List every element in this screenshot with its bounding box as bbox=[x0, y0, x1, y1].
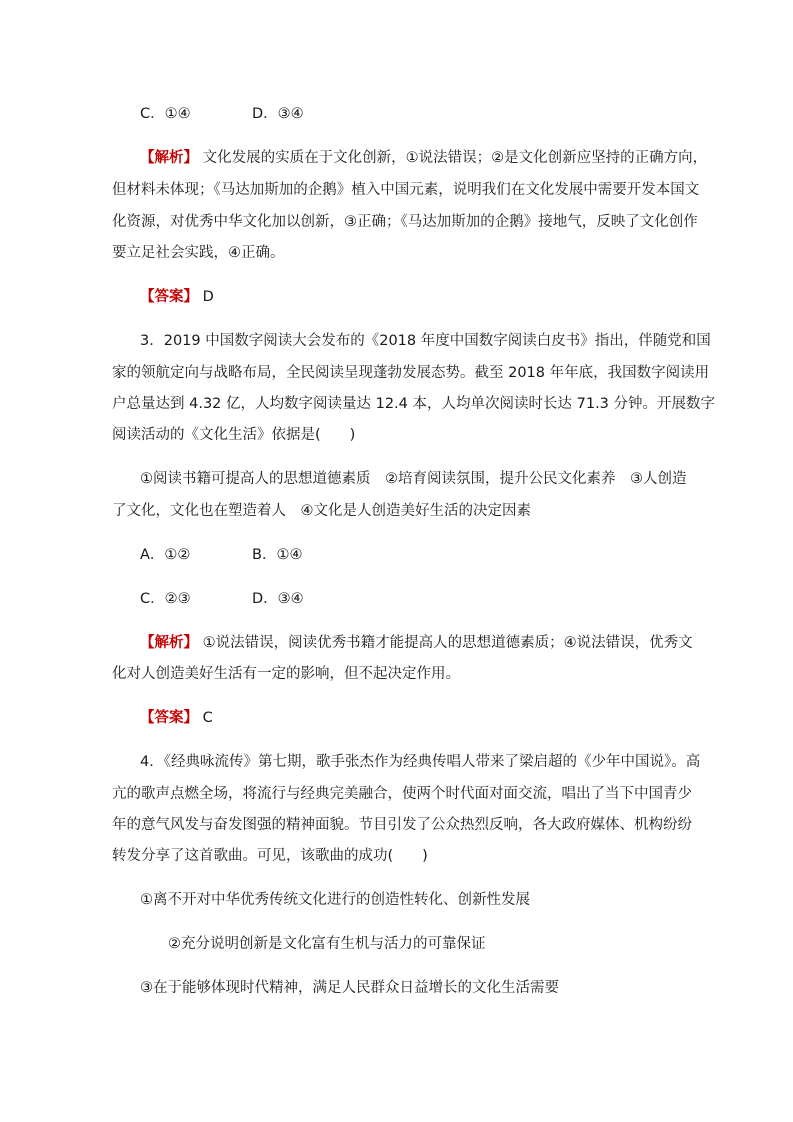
q3-option-a: A．①② bbox=[140, 547, 191, 563]
q3-option-c: C．②③ bbox=[140, 591, 191, 607]
analysis-tag: 【解析】 bbox=[140, 150, 198, 166]
q3-answer-value: C bbox=[202, 710, 213, 726]
q3-statement-line-1: ①阅读书籍可提高人的思想道德素质 ②培育阅读氛围，提升公民文化素养 ③人创造 bbox=[140, 471, 687, 487]
q4-statement-2: ②充分说明创新是文化富有生机与活力的可靠保证 bbox=[168, 936, 486, 952]
q3-answer bbox=[140, 708, 213, 728]
q3-options-ab bbox=[140, 545, 302, 565]
q3-option-d: D．③④ bbox=[252, 591, 304, 607]
q2-analysis-line-4: 要立足社会实践，④正确。 bbox=[112, 245, 285, 261]
q2-answer-value: D bbox=[202, 289, 214, 305]
q3-analysis-line-2: 化对人创造美好生活有一定的影响，但不起决定作用。 bbox=[112, 666, 460, 682]
q3-statement-line-2: 了文化，文化也在塑造着人 ④文化是人创造美好生活的决定因素 bbox=[112, 503, 531, 519]
q4-stem-line-4: 转发分享了这首歌曲。可见，该歌曲的成功( ) bbox=[112, 848, 428, 864]
q3-stem-line-4: 阅读活动的《文化生活》依据是( ) bbox=[112, 427, 356, 443]
q2-analysis-line-1: 【解析】 文化发展的实质在于文化创新，①说法错误；②是文化创新应坚持的正确方向， bbox=[140, 150, 708, 166]
q4-stem-line-1: 4．《经典咏流传》第七期，歌手张杰作为经典传唱人带来了梁启超的《少年中国说》。高 bbox=[140, 754, 701, 770]
q3-stem-line-3: 户总量达到 4.32 亿，人均数字阅读量达 12.4 本，人均单次阅读时长达 71.3 分钟。开展数字 bbox=[112, 396, 716, 412]
q2-analysis-line-3: 化资源，对优秀中华文化加以创新，③正确；《马达加斯加的企鹅》接地气，反映了文化创作 bbox=[112, 214, 698, 230]
q3-stem-line-2: 家的领航定向与战略布局，全民阅读呈现蓬勃发展态势。截至 2018 年年底，我国数字阅读用 bbox=[112, 365, 710, 381]
q2-options-cd bbox=[140, 104, 304, 124]
q3-options-cd bbox=[140, 589, 304, 609]
q3-option-b: B．①④ bbox=[252, 547, 303, 563]
q3-analysis-line-1: 【解析】 ①说法错误，阅读优秀书籍才能提高人的思想道德素质；④说法错误，优秀文 bbox=[140, 635, 693, 651]
answer-tag: 【答案】 bbox=[140, 289, 198, 305]
q4-statement-3: ③在于能够体现时代精神，满足人民群众日益增长的文化生活需要 bbox=[140, 980, 559, 996]
q2-option-d: D．③④ bbox=[252, 106, 304, 122]
q4-stem-line-3: 年的意气风发与奋发图强的精神面貌。节目引发了公众热烈反响，各大政府媒体、机构纷纷 bbox=[112, 817, 692, 833]
analysis-tag: 【解析】 bbox=[140, 635, 198, 651]
q4-stem-line-2: 亢的歌声点燃全场，将流行与经典完美融合，使两个时代面对面交流，唱出了当下中国青少 bbox=[112, 786, 692, 802]
answer-tag: 【答案】 bbox=[140, 710, 198, 726]
q3-stem-line-1: 3．2019 中国数字阅读大会发布的《2018 年度中国数字阅读白皮书》指出，伴随党和国 bbox=[140, 333, 711, 349]
q2-option-c: C．①④ bbox=[140, 106, 191, 122]
q2-analysis-line-2: 但材料未体现；《马达加斯加的企鹅》植入中国元素，说明我们在文化发展中需要开发本国文 bbox=[112, 182, 700, 198]
q4-statement-1: ①离不开对中华优秀传统文化进行的创造性转化、创新性发展 bbox=[140, 892, 530, 908]
q2-answer bbox=[140, 287, 214, 307]
